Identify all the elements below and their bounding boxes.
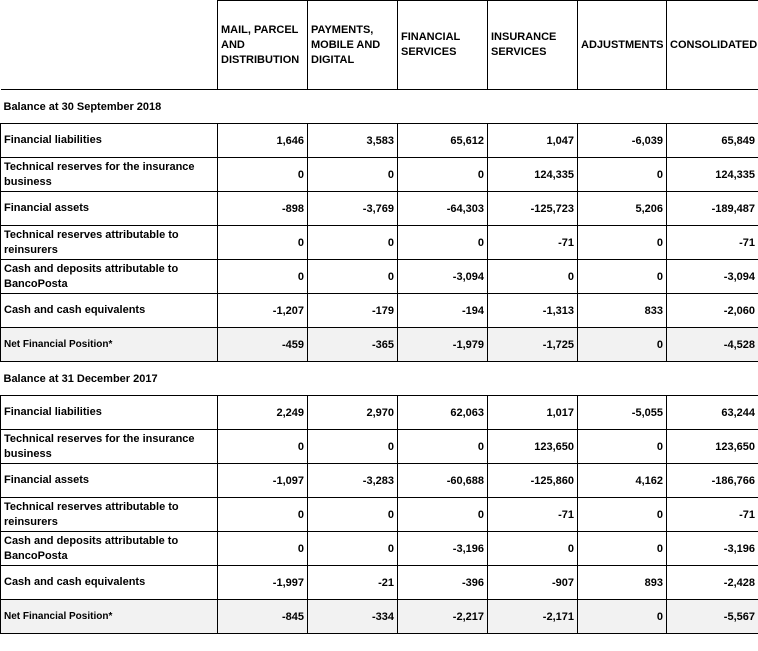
table-row — [1, 532, 758, 566]
value-cell-insurance-services: 0 — [488, 532, 578, 566]
value-cell-payments: 3,583 — [308, 124, 398, 158]
column-header-consolidated: CONSOLIDATED — [667, 1, 758, 90]
value-cell-adjustments: 0 — [578, 532, 667, 566]
table-row — [1, 226, 758, 260]
value-cell-mail-parcel: 0 — [218, 158, 308, 192]
table-row — [1, 566, 758, 600]
table-row — [1, 464, 758, 498]
value-cell-adjustments: 0 — [578, 600, 667, 634]
row-label: Technical reserves attributable to reinsurers — [1, 498, 218, 532]
value-cell-payments: -334 — [308, 600, 398, 634]
row-label: Financial liabilities — [1, 396, 218, 430]
value-cell-insurance-services: -907 — [488, 566, 578, 600]
value-cell-financial-services: 62,063 — [398, 396, 488, 430]
value-cell-financial-services: 0 — [398, 226, 488, 260]
row-label: Technical reserves for the insurance business — [1, 430, 218, 464]
value-cell-adjustments: 0 — [578, 498, 667, 532]
value-cell-mail-parcel: 0 — [218, 260, 308, 294]
value-cell-adjustments: 893 — [578, 566, 667, 600]
value-cell-adjustments: 4,162 — [578, 464, 667, 498]
value-cell-consolidated: -189,487 — [667, 192, 758, 226]
value-cell-adjustments: 0 — [578, 328, 667, 362]
value-cell-consolidated: -2,428 — [667, 566, 758, 600]
table-row — [1, 158, 758, 192]
value-cell-consolidated: 123,650 — [667, 430, 758, 464]
value-cell-insurance-services: -1,725 — [488, 328, 578, 362]
value-cell-financial-services: 0 — [398, 430, 488, 464]
table-row — [1, 430, 758, 464]
value-cell-consolidated: 124,335 — [667, 158, 758, 192]
value-cell-mail-parcel: -898 — [218, 192, 308, 226]
header-row — [1, 1, 758, 90]
column-header-insurance-services: INSURANCE SERVICES — [488, 1, 578, 90]
value-cell-adjustments: 5,206 — [578, 192, 667, 226]
row-label: Technical reserves attributable to reinsurers — [1, 226, 218, 260]
column-header-financial-services: FINANCIAL SERVICES — [398, 1, 488, 90]
value-cell-mail-parcel: -459 — [218, 328, 308, 362]
total-row — [1, 328, 758, 362]
value-cell-consolidated: -2,060 — [667, 294, 758, 328]
value-cell-consolidated: 65,849 — [667, 124, 758, 158]
value-cell-payments: 0 — [308, 158, 398, 192]
value-cell-adjustments: 0 — [578, 260, 667, 294]
value-cell-financial-services: -3,196 — [398, 532, 488, 566]
value-cell-payments: -3,769 — [308, 192, 398, 226]
column-header-adjustments: ADJUSTMENTS — [578, 1, 667, 90]
table-row — [1, 124, 758, 158]
column-header-payments: PAYMENTS, MOBILE AND DIGITAL — [308, 1, 398, 90]
value-cell-insurance-services: -1,313 — [488, 294, 578, 328]
section-title-row — [1, 362, 758, 396]
row-label: Cash and deposits attributable to BancoPosta — [1, 532, 218, 566]
value-cell-financial-services: -64,303 — [398, 192, 488, 226]
value-cell-consolidated: -4,528 — [667, 328, 758, 362]
value-cell-payments: -21 — [308, 566, 398, 600]
value-cell-consolidated: 63,244 — [667, 396, 758, 430]
value-cell-mail-parcel: -1,997 — [218, 566, 308, 600]
value-cell-mail-parcel: 0 — [218, 226, 308, 260]
row-label: Net Financial Position* — [1, 600, 218, 634]
row-label: Financial assets — [1, 464, 218, 498]
table-row — [1, 498, 758, 532]
value-cell-mail-parcel: 1,646 — [218, 124, 308, 158]
value-cell-financial-services: 0 — [398, 498, 488, 532]
value-cell-insurance-services: 0 — [488, 260, 578, 294]
value-cell-insurance-services: 1,047 — [488, 124, 578, 158]
value-cell-payments: -179 — [308, 294, 398, 328]
value-cell-adjustments: 0 — [578, 430, 667, 464]
value-cell-payments: 0 — [308, 430, 398, 464]
value-cell-financial-services: 0 — [398, 158, 488, 192]
value-cell-financial-services: -2,217 — [398, 600, 488, 634]
value-cell-financial-services: -1,979 — [398, 328, 488, 362]
value-cell-adjustments: 0 — [578, 158, 667, 192]
value-cell-payments: 2,970 — [308, 396, 398, 430]
column-header-mail-parcel: MAIL, PARCEL AND DISTRIBUTION — [218, 1, 308, 90]
value-cell-mail-parcel: -845 — [218, 600, 308, 634]
value-cell-insurance-services: 1,017 — [488, 396, 578, 430]
value-cell-insurance-services: -71 — [488, 226, 578, 260]
row-label: Cash and deposits attributable to BancoPosta — [1, 260, 218, 294]
value-cell-insurance-services: -125,723 — [488, 192, 578, 226]
value-cell-consolidated: -71 — [667, 498, 758, 532]
row-label: Cash and cash equivalents — [1, 566, 218, 600]
section-title: Balance at 31 December 2017 — [1, 362, 758, 396]
section-title: Balance at 30 September 2018 — [1, 90, 758, 124]
row-label: Net Financial Position* — [1, 328, 218, 362]
row-label: Financial liabilities — [1, 124, 218, 158]
value-cell-insurance-services: 124,335 — [488, 158, 578, 192]
value-cell-insurance-services: 123,650 — [488, 430, 578, 464]
value-cell-mail-parcel: -1,097 — [218, 464, 308, 498]
value-cell-financial-services: -3,094 — [398, 260, 488, 294]
row-label: Financial assets — [1, 192, 218, 226]
value-cell-mail-parcel: 0 — [218, 532, 308, 566]
value-cell-adjustments: 0 — [578, 226, 667, 260]
value-cell-adjustments: 833 — [578, 294, 667, 328]
table-row — [1, 192, 758, 226]
row-label: Technical reserves for the insurance business — [1, 158, 218, 192]
total-row — [1, 600, 758, 634]
section-title-row — [1, 90, 758, 124]
header-empty-cell — [1, 1, 218, 90]
value-cell-payments: 0 — [308, 498, 398, 532]
value-cell-adjustments: -5,055 — [578, 396, 667, 430]
value-cell-consolidated: -186,766 — [667, 464, 758, 498]
table-row — [1, 260, 758, 294]
value-cell-payments: 0 — [308, 226, 398, 260]
value-cell-insurance-services: -2,171 — [488, 600, 578, 634]
value-cell-insurance-services: -71 — [488, 498, 578, 532]
value-cell-financial-services: -60,688 — [398, 464, 488, 498]
table-row — [1, 294, 758, 328]
value-cell-financial-services: -396 — [398, 566, 488, 600]
value-cell-consolidated: -71 — [667, 226, 758, 260]
value-cell-financial-services: -194 — [398, 294, 488, 328]
value-cell-payments: 0 — [308, 532, 398, 566]
value-cell-insurance-services: -125,860 — [488, 464, 578, 498]
value-cell-consolidated: -3,094 — [667, 260, 758, 294]
value-cell-financial-services: 65,612 — [398, 124, 488, 158]
value-cell-payments: -365 — [308, 328, 398, 362]
table-body — [1, 90, 758, 634]
value-cell-mail-parcel: 2,249 — [218, 396, 308, 430]
value-cell-payments: 0 — [308, 260, 398, 294]
row-label: Cash and cash equivalents — [1, 294, 218, 328]
value-cell-adjustments: -6,039 — [578, 124, 667, 158]
value-cell-mail-parcel: 0 — [218, 430, 308, 464]
value-cell-mail-parcel: -1,207 — [218, 294, 308, 328]
value-cell-consolidated: -3,196 — [667, 532, 758, 566]
value-cell-consolidated: -5,567 — [667, 600, 758, 634]
value-cell-mail-parcel: 0 — [218, 498, 308, 532]
table-row — [1, 396, 758, 430]
value-cell-payments: -3,283 — [308, 464, 398, 498]
